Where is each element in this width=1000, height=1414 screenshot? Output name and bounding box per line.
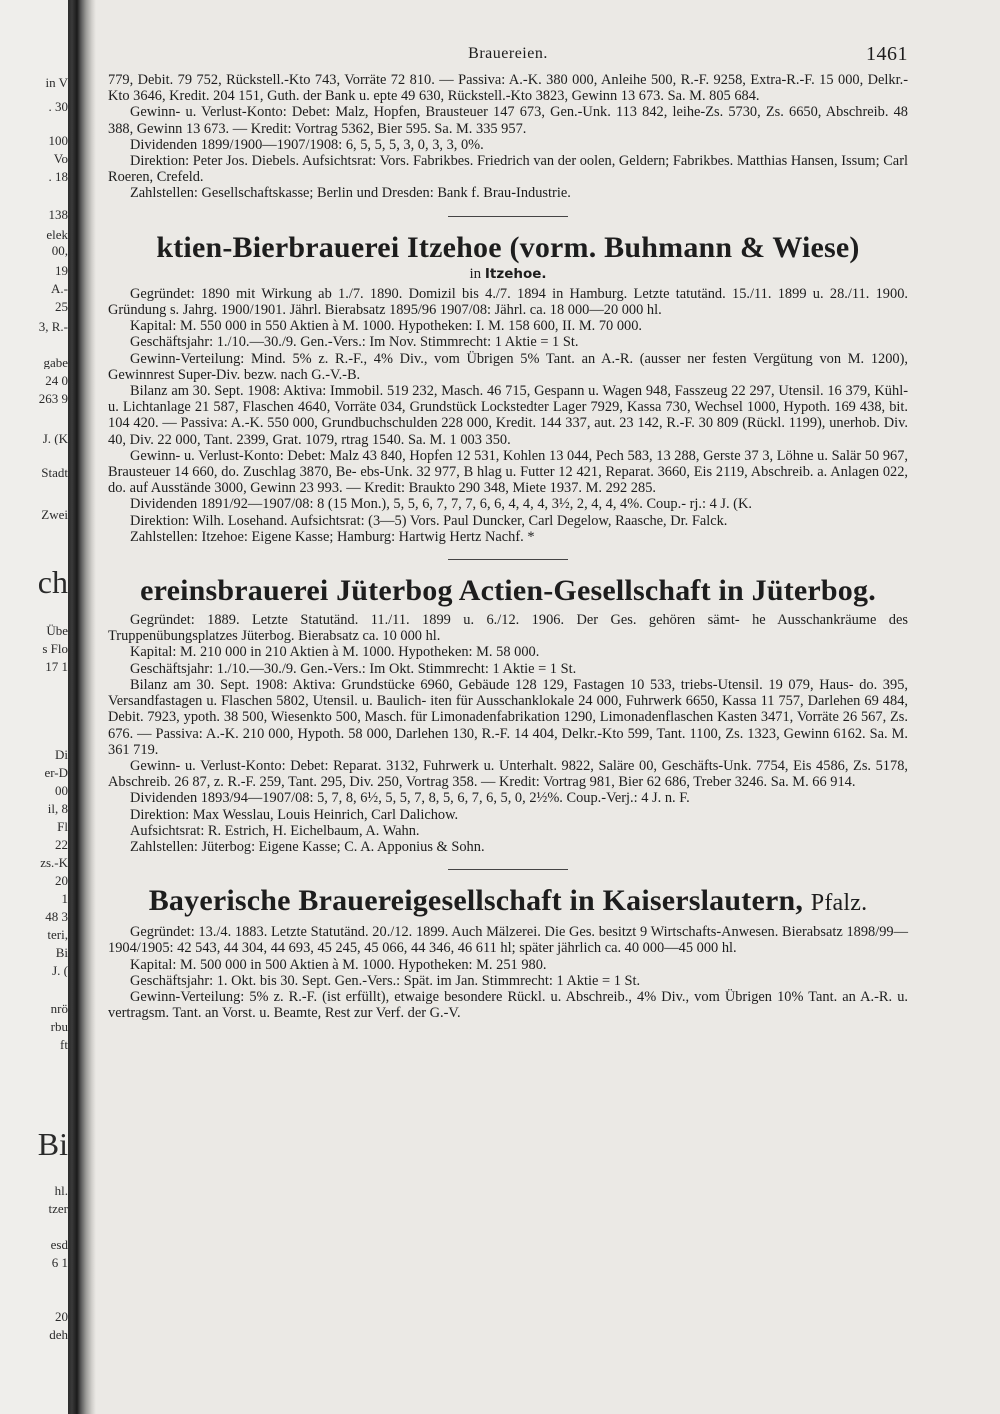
stub-fragment: deh — [49, 1328, 68, 1341]
paragraph: Bilanz am 30. Sept. 1908: Aktiva: Immobil. 519 232, Masch. 46 715, Gespann u. Wagen 948, Fasszeug 22 297, Utensil. 16 379, Kühl- u. Lichtanlage 21 587, Flaschen 4640, Vorräte 034, Grundstück Lockstedter Lager 7929, Kassa 730, Wechsel 1000, Hypoth. 169 438, bit. 104 420. — Passiva: A.-K. 550 000, Grundbuchschulden 228 000, Kredit. 144 337, aut. 23 142, R.-F. 30 809 (Rückl. 1199), unerhob. Div. 40, Div. 22 000, Tant. 2399, Grat. 1079, rtrag 1540. Sa. M. 1 003 350. — [108, 383, 908, 448]
page-number: 1461 — [866, 43, 908, 65]
divider — [448, 869, 568, 870]
stub-fragment: 3, R.- — [38, 320, 68, 333]
stub-fragment: zs.-K — [40, 856, 68, 869]
stub-fragment: Bi — [55, 946, 68, 959]
city-name: Itzehoe. — [484, 265, 547, 282]
paragraph: Gegründet: 13./4. 1883. Letzte Statutänd. 20./12. 1899. Auch Mälzerei. Die Ges. besitzt 9 Wirtschafts-Anwesen. Bierabsatz 1898/99—1904/1905: 42 543, 44 304, 44 693, 45 245, 45 066, 44 346, 46 611 hl; später jährlich ca. 40 000—45 000 hl. — [108, 924, 908, 957]
stub-fragment: tzer — [48, 1202, 68, 1215]
stub-fragment: Stadt — [41, 466, 68, 479]
paragraph: Kapital: M. 500 000 in 500 Aktien à M. 1000. Hypotheken: M. 251 980. — [130, 956, 547, 973]
stub-fragment: Übe — [46, 624, 68, 637]
entry-title — [108, 884, 908, 920]
paragraph: Zahlstellen: Gesellschaftskasse; Berlin und Dresden: Bank f. Brau-Industrie. — [130, 185, 571, 202]
entry-title: ereinsbrauerei Jüterbog Actien-Gesellschaft in Jüterbog. — [140, 574, 876, 608]
stub-fragment: elek — [46, 228, 68, 241]
stub-fragment: 263 9 — [38, 392, 68, 405]
previous-page-stub — [0, 0, 68, 1414]
paragraph: Gewinn-Verteilung: 5% z. R.-F. (ist erfüllt), etwaige besondere Rückl. u. Abschreib., 4% Div., vom Übrigen 10% Tant. an A.-R. u. vertragsm. Tant. an Vorst. u. Beamte, Rest zur Verf. der G.-V. — [108, 988, 908, 1022]
stub-fragment: Fl — [57, 820, 68, 833]
entry-title-main: Bayerische Brauereigesellschaft in Kaiserslautern, — [148, 884, 804, 918]
stub-fragment: Zwei — [41, 508, 68, 521]
stub-fragment: Vo — [53, 152, 68, 165]
stub-fragment: hl. — [54, 1184, 68, 1197]
stub-fragment: s Flo — [42, 642, 68, 655]
entry-title-suffix: Pfalz. — [810, 890, 868, 917]
divider — [448, 559, 568, 560]
stub-fragment: in V — [45, 76, 68, 89]
stub-fragment: . 30 — [48, 100, 68, 113]
paragraph: Gewinn-Verteilung: Mind. 5% z. R.-F., 4% Div., vom Übrigen 5% Tant. an A.-R. (ausser ner festen Vergütung von M. 1200), Gewinnrest Super-Div. bezw. nach G.-V.-B. — [108, 350, 908, 383]
divider — [448, 216, 568, 217]
paragraph: Gewinn- u. Verlust-Konto: Debet: Malz 43 840, Hopfen 12 531, Kohlen 13 044, Pech 583, 13 288, Gerste 37 3, Löhne u. Salär 50 967, Brausteuer 14 660, do. Zuschlag 3870, Be- ebs-Unk. 32 977, B hlag u. Futter 12 421, Reparat. 3660, Eis 2119, Abschreib. a. Anlagen 022, do. auf Ausstände 3000, Gewinn 23 993. — Kredit: Braukto 290 348, Miete 1937. M. 292 285. — [108, 447, 908, 497]
previous-entry-continuation — [108, 72, 908, 202]
stub-fragment: 20 — [55, 874, 68, 887]
stub-fragment: 24 0 — [45, 374, 68, 387]
stub-fragment: 6 1 — [51, 1256, 68, 1269]
company-entry-jueterbog — [108, 574, 908, 855]
paragraph: Kapital: M. 210 000 in 210 Aktien à M. 1000. Hypotheken: M. 58 000. — [130, 644, 540, 661]
paragraph: Aufsichtsrat: R. Estrich, H. Eichelbaum, A. Wahn. — [130, 822, 420, 839]
stub-fragment: J. (K — [42, 432, 68, 445]
paragraph: Gewinn- u. Verlust-Konto: Debet: Reparat. 3132, Fuhrwerk u. Unterhalt. 9822, Saläre 00, Geschäfts-Unk. 7754, Eis 4586, Zs. 5178, Abschreib. 26 87, z. R.-F. 259, Tant. 295, Div. 250, Vortrag 358. — Kredit: Vortrag 981, Bier 62 686, Treber 3246. Sa. M. 66 914. — [108, 757, 908, 791]
stub-fragment: nrö — [50, 1002, 68, 1015]
stub-fragment: 138 — [48, 208, 68, 221]
stub-fragment: rbu — [50, 1020, 68, 1033]
paragraph: Kapital: M. 550 000 in 550 Aktien à M. 1000. Hypotheken: I. M. 158 600, II. M. 70 000. — [130, 318, 643, 335]
stub-fragment: 19 — [55, 264, 68, 277]
paragraph: Dividenden 1893/94—1907/08: 5, 7, 8, 6½, 5, 5, 7, 8, 5, 6, 7, 6, 5, 0, 2½%. Coup.-Verj.: 4 J. n. F. — [130, 790, 690, 807]
paragraph: Dividenden 1891/92—1907/08: 8 (15 Mon.), 5, 5, 6, 7, 7, 7, 6, 6, 4, 4, 4, 3½, 2, 4, 4, 4%. Coup.- rj.: 4 J. (K. — [130, 496, 752, 513]
stub-fragment: 22 — [55, 838, 68, 851]
stub-fragment: ch — [37, 566, 68, 598]
company-entry-kaiserslautern — [108, 884, 908, 1021]
paragraph: Zahlstellen: Itzehoe: Eigene Kasse; Hamburg: Hartwig Hertz Nachf. * — [130, 528, 535, 545]
paragraph: Gegründet: 1889. Letzte Statutänd. 11./11. 1899 u. 6./12. 1906. Der Ges. gehören sämt- he Ausschankräume des Truppenübungsplatzes Jüterbog. Bierabsatz ca. 10 000 hl. — [108, 612, 908, 645]
city-prefix: in — [469, 265, 482, 282]
stub-fragment: Bi — [37, 1128, 68, 1160]
stub-fragment: 17 1 — [45, 660, 68, 673]
entry-title: ktien-Bierbrauerei Itzehoe (vorm. Buhmann & Wiese) — [156, 230, 860, 264]
paragraph: Geschäftsjahr: 1./10.—30./9. Gen.-Vers.: Im Okt. Stimmrecht: 1 Aktie = 1 St. — [130, 660, 577, 677]
stub-fragment: 20 — [55, 1310, 68, 1323]
paragraph: 779, Debit. 79 752, Rückstell.-Kto 743, Vorräte 72 810. — Passiva: A.-K. 380 000, Anleihe 500, R.-F. 9258, Extra-R.-F. 15 000, Delkr.-Kto 3646, Kredit. 204 151, Guth. der Bank u. epte 49 630, Rückstell.-Kto 3823, Gewinn 13 673. Sa. M. 805 684. — [108, 72, 908, 105]
running-title: Brauereien. — [468, 45, 548, 62]
stub-fragment: teri, — [47, 928, 68, 941]
entry-city — [108, 266, 908, 282]
stub-fragment: J. ( — [52, 964, 68, 977]
paragraph: Bilanz am 30. Sept. 1908: Aktiva: Grundstücke 6960, Gebäude 128 129, Fastagen 10 533, triebs-Utensil. 19 079, Haus- do. 395, Versandfastagen u. Flaschen 5802, Utensil. u. Baulich- iten für Ausschanklokale 24 000, Fuhrwerk 6650, Kassa 11 757, Darlehen 69 484, Debit. 7923, ypoth. 38 500, Wiesenkto 500, Masch. für Limonadenfabrikation 1290, Limonadenflaschen Kasten 3471, Vorräte 26 567, Zs. 676. — Passiva: A.-K. 210 000, Hypoth. 58 000, Darlehen 130, R.-F. 14 404, Delkr.-Kto 599, Tant. 1100, Zs. 1323, Gewinn 6162. Sa. M. 361 719. — [108, 676, 908, 758]
company-entry-itzehoe — [108, 231, 908, 545]
page-content — [108, 42, 908, 1021]
stub-fragment: . 18 — [48, 170, 68, 183]
stub-fragment: Di — [55, 748, 68, 761]
stub-fragment: il, 8 — [47, 802, 68, 815]
stub-fragment: A.- — [51, 282, 68, 295]
stub-fragment: gabe — [43, 356, 68, 369]
paragraph: Gegründet: 1890 mit Wirkung ab 1./7. 1890. Domizil bis 4./7. 1894 in Hamburg. Letzte tatutänd. 15./11. 1899 u. 28./11. 1900. Gründung s. Jahrg. 1900/1901. Jährl. Bierabsatz 1895/96 1907/08: Jährl. ca. 18 000—20 000 hl. — [108, 285, 908, 319]
stub-fragment: er-D — [44, 766, 68, 779]
paragraph: Zahlstellen: Jüterbog: Eigene Kasse; C. A. Apponius & Sohn. — [130, 838, 485, 855]
paragraph: Geschäftsjahr: 1. Okt. bis 30. Sept. Gen.-Vers.: Spät. im Jan. Stimmrecht: 1 Aktie = 1 St. — [130, 972, 641, 989]
stub-fragment: 00, — [51, 244, 68, 257]
book-gutter — [68, 0, 96, 1414]
paragraph: Gewinn- u. Verlust-Konto: Debet: Malz, Hopfen, Brausteuer 147 673, Gen.-Unk. 113 842, leihe-Zs. 5730, Zs. 6650, Abschreib. 48 388, Gewinn 13 673. — Kredit: Vortrag 5362, Bier 595. Sa. M. 335 957. — [108, 104, 908, 137]
paragraph: Dividenden 1899/1900—1907/1908: 6, 5, 5, 5, 3, 0, 3, 3, 0%. — [130, 136, 484, 153]
stub-fragment: ft — [60, 1038, 68, 1051]
paragraph: Geschäftsjahr: 1./10.—30./9. Gen.-Vers.: Im Nov. Stimmrecht: 1 Aktie = 1 St. — [130, 334, 579, 351]
stub-fragment: 25 — [55, 300, 68, 313]
stub-fragment: 100 — [48, 134, 68, 147]
paragraph: Direktion: Max Wesslau, Louis Heinrich, Carl Dalichow. — [130, 806, 459, 823]
stub-fragment: 1 — [61, 892, 68, 905]
stub-fragment: 48 3 — [45, 910, 68, 923]
running-header — [108, 42, 908, 70]
paragraph: Direktion: Wilh. Losehand. Aufsichtsrat: (3—5) Vors. Paul Duncker, Carl Degelow, Raasche, Dr. Falck. — [130, 512, 728, 529]
paragraph: Direktion: Peter Jos. Diebels. Aufsichtsrat: Vors. Fabrikbes. Friedrich van der oolen, Geldern; Fabrikbes. Matthias Hansen, Issum; Carl Roeren, Crefeld. — [108, 153, 908, 186]
stub-fragment: 00 — [55, 784, 68, 797]
stub-fragment: esd — [50, 1238, 68, 1251]
